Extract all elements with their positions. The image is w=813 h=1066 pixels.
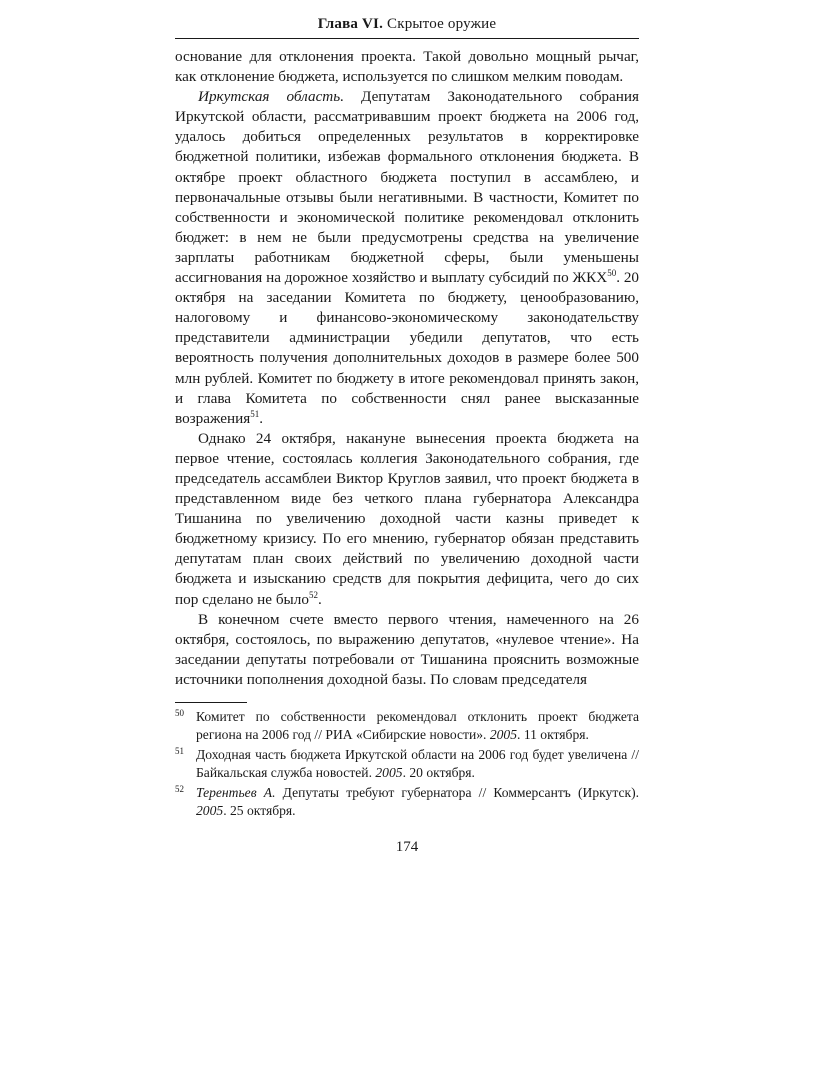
- chapter-number: Глава VI.: [317, 16, 384, 32]
- footnote-year: 2005: [375, 764, 403, 780]
- paragraph-3: [175, 429, 639, 610]
- paragraph-3-text: Однако 24 октября, накануне вынесения проекта бюджета на первое чтение, состоялась коллегия Законодательного собрания, где председатель ассамблеи Виктор Круглов заявил, что проект бюджета в представленном виде без четкого плана губернатора Александра Тишанина по увеличению доходной части казны приведет к бюджетному кризису. По его мнению, губернатор обязан представить депутатам план своих действий по увеличению доходной части бюджета и изысканию средств для покрытия дефицита, чего до сих пор сделано не было: [175, 429, 639, 608]
- footnote-text: Комитет по собственности рекомендовал отклонить проект бюджета региона на 2006 год // РИА «Сибирские новости».: [196, 709, 639, 742]
- footnote-year: 2005: [489, 726, 518, 742]
- paragraph-2: [175, 87, 639, 429]
- paragraph-3-end: .: [317, 590, 322, 608]
- running-head: [175, 14, 639, 39]
- footnote-date: . 20 октября.: [402, 764, 475, 780]
- footnote-52: [175, 784, 639, 819]
- paragraph-4: В конечном счете вместо первого чтения, намеченного на 26 октября, состоялось, по выражению депутатов, «нулевое чтение». На заседании депутаты потребовали от Тишанина прояснить возможные источники пополнения доходной базы. По словам председателя: [175, 610, 639, 688]
- footnote-text: Депутаты требуют губернатора // Коммерсантъ (Иркутск).: [275, 785, 640, 801]
- footnote-ref-52[interactable]: 52: [308, 589, 318, 600]
- chapter-title: Скрытое оружие: [387, 16, 497, 32]
- footnote-50: [175, 708, 639, 743]
- footnote-year: 2005: [196, 802, 224, 818]
- footnote-author: Терентьев А.: [196, 785, 276, 801]
- main-text: [175, 47, 639, 690]
- footnote-date: . 11 октября.: [517, 726, 589, 742]
- footnote-number: 52: [175, 784, 184, 795]
- footnote-ref-51[interactable]: 51: [250, 408, 260, 419]
- page-number: 174: [395, 838, 419, 855]
- paragraph-2-text-b: . 20 октября на заседании Комитета по бюджету, ценообразованию, налоговому и финансово-экономическому законодательству представители администрации убедили депутатов, что есть вероятность получения дополнительных доходов в размере более 500 млн рублей. Комитет по бюджету в итоге рекомендовал принять закон, и глава Комитета по собственности снял ранее высказанные возражения: [175, 269, 640, 427]
- footnote-text: Доходная часть бюджета Иркутской области на 2006 год будет увеличена // Байкальская служба новостей.: [196, 747, 639, 780]
- book-page: [175, 14, 639, 856]
- footnote-ref-50[interactable]: 50: [607, 268, 617, 279]
- paragraph-2-lead: Иркутская область.: [198, 88, 344, 106]
- footnotes: [175, 708, 639, 820]
- footnote-separator: [175, 702, 247, 703]
- footnote-51: [175, 746, 639, 781]
- paragraph-2-text-a: Депутатам Законодательного собрания Иркутской области, рассматривавшим проект бюджета на 2006 год, удалось добиться определенных результатов в корректировке бюджетной политики, избежав формального отклонения бюджета. В октябре проект областного бюджета поступил в ассамблею, и первоначальные отзывы были негативными. В частности, Комитет по собственности и экономической политике рекомендовал отклонить бюджет: в нем не были предусмотрены средства на увеличение зарплаты работникам бюджетной сферы, были уменьшены ассигнования на дорожное хозяйство и выплату субсидий по ЖКХ: [175, 88, 640, 287]
- footnote-number: 50: [175, 708, 184, 718]
- paragraph-2-end: .: [259, 409, 264, 427]
- footnote-date: . 25 октября.: [223, 802, 296, 818]
- footnote-number: 51: [175, 746, 184, 757]
- paragraph-1: основание для отклонения проекта. Такой довольно мощный рычаг, как отклонение бюджета, используется по слишком мелким поводам.: [175, 48, 639, 86]
